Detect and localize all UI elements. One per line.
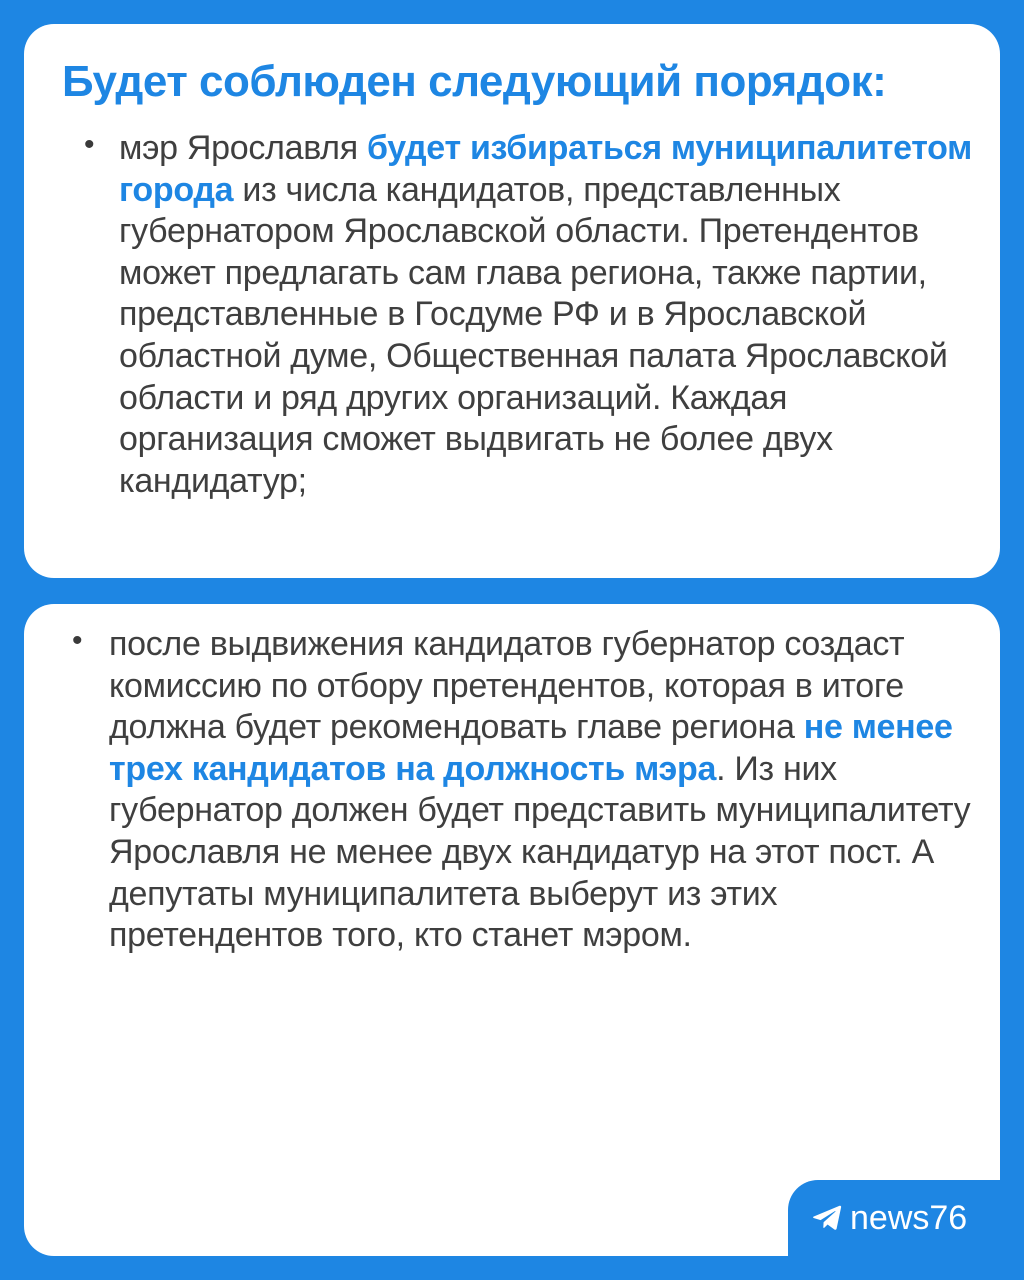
- top-card: [24, 24, 1000, 578]
- brand-name: news76: [850, 1198, 968, 1237]
- item-highlight: не менее трех кандидатов на должность мэра: [109, 708, 953, 788]
- telegram-icon: [812, 1204, 842, 1232]
- item-text-start: мэр Ярославля: [119, 129, 367, 167]
- brand-badge[interactable]: [812, 1196, 967, 1240]
- bullet-marker: •: [84, 128, 95, 161]
- item-highlight: будет избираться муниципалитетом города: [119, 129, 973, 209]
- list-item-selection-commission: [109, 624, 979, 957]
- bullet-marker: •: [72, 624, 83, 657]
- item-text-start: после выдвижения кандидатов губернатор создаст комиссию по отбору претендентов, которая в итоге должна будет рекомендовать главе региона: [109, 625, 905, 747]
- item-text-end: из числа кандидатов, представленных губернатором Ярославской области. Претендентов может предлагать сам глава региона, также партии, представленные в Госдуме РФ и в Ярославской областной думе, Общественная палата Ярославской области и ряд других организаций. Каждая организация сможет выдвигать не более двух кандидатур;: [119, 170, 948, 500]
- heading: Будет соблюден следующий порядок:: [62, 57, 887, 106]
- list-item-mayor-election: [119, 128, 989, 502]
- item-text-end: . Из них губернатор должен будет представить муниципалитету Ярославля не менее двух кандидатур на этот пост. А депутаты муниципалитета выберут из этих претендентов того, кто станет мэром.: [109, 749, 971, 955]
- bottom-card: [24, 604, 1000, 1256]
